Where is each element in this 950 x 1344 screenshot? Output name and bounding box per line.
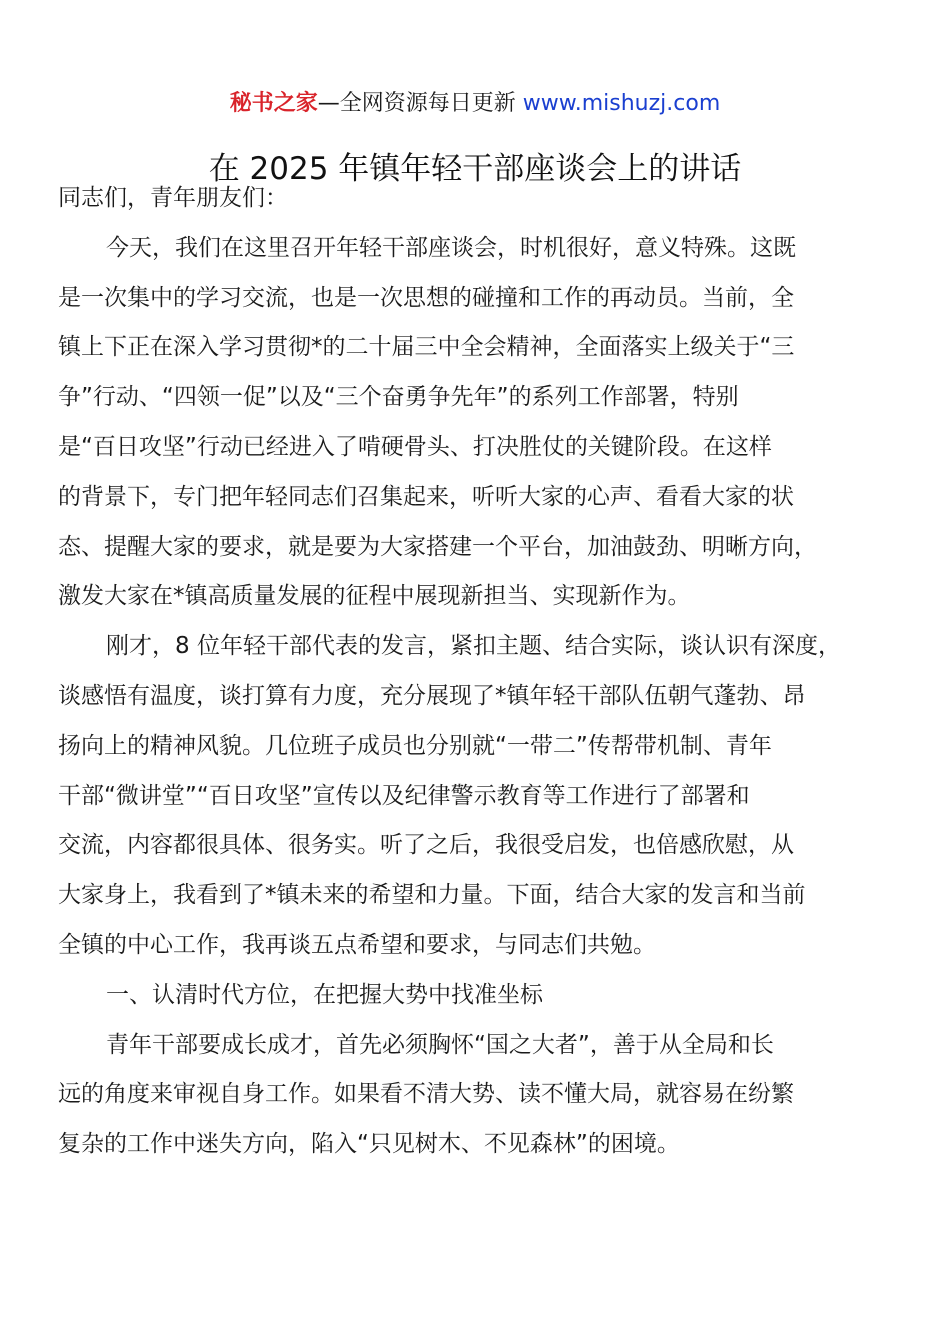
paragraph-line: 的背景下，专门把年轻同志们召集起来，听听大家的心声、看看大家的状 [58, 483, 794, 510]
header-tagline: —全网资源每日更新 [317, 91, 523, 116]
paragraph-line: 交流，内容都很具体、很务实。听了之后，我很受启发，也倍感欣慰，从 [58, 832, 794, 859]
document-body [58, 174, 896, 1170]
paragraph-line: 干部“微讲堂”“百日攻坚”宣传以及纪律警示教育等工作进行了部署和 [58, 782, 750, 809]
paragraph-line: 青年干部要成长成才，首先必须胸怀“国之大者”，善于从全局和长 [106, 1031, 774, 1058]
paragraph-line: 全镇的中心工作，我再谈五点希望和要求，与同志们共勉。 [58, 931, 656, 958]
paragraph-line: 扬向上的精神风貌。几位班子成员也分别就“一带二”传帮带机制、青年 [58, 732, 772, 759]
document-title: 在 2025 年镇年轻干部座谈会上的讲话 [208, 151, 742, 187]
brand-name: 秘书之家 [229, 91, 318, 116]
section-heading: 一、认清时代方位，在把握大势中找准坐标 [106, 981, 543, 1008]
salutation: 同志们，青年朋友们： [58, 185, 288, 211]
paragraph-line: 态、提醒大家的要求，就是要为大家搭建一个平台，加油鼓劲、明晰方向， [58, 533, 817, 560]
paragraph-line: 激发大家在*镇高质量发展的征程中展现新担当、实现新作为。 [58, 583, 691, 610]
site-header [0, 88, 950, 120]
paragraph-line: 今天，我们在这里召开年轻干部座谈会，时机很好，意义特殊。这既 [106, 234, 796, 261]
paragraph-line: 大家身上，我看到了*镇未来的希望和力量。下面，结合大家的发言和当前 [58, 882, 806, 909]
paragraph-line: 是“百日攻坚”行动已经进入了啃硬骨头、打决胜仗的关键阶段。在这样 [58, 433, 772, 460]
paragraph-line: 镇上下正在深入学习贯彻*的二十届三中全会精神，全面落实上级关于“三 [58, 334, 795, 361]
paragraph-line: 是一次集中的学习交流，也是一次思想的碰撞和工作的再动员。当前，全 [58, 284, 794, 311]
paragraph-line: 争”行动、“四领一促”以及“三个奋勇争先年”的系列工作部署，特别 [58, 384, 739, 411]
paragraph-line: 刚才，8 位年轻干部代表的发言，紧扣主题、结合实际，谈认识有深度， [106, 633, 841, 660]
paragraph-line: 远的角度来审视自身工作。如果看不清大势、读不懂大局，就容易在纷繁 [58, 1081, 794, 1108]
paragraph-line: 复杂的工作中迷失方向，陷入“只见树木、不见森林”的困境。 [58, 1131, 680, 1158]
site-url: www.mishuzj.com [522, 91, 721, 116]
paragraph-line: 谈感悟有温度，谈打算有力度，充分展现了*镇年轻干部队伍朝气蓬勃、昂 [58, 682, 806, 709]
